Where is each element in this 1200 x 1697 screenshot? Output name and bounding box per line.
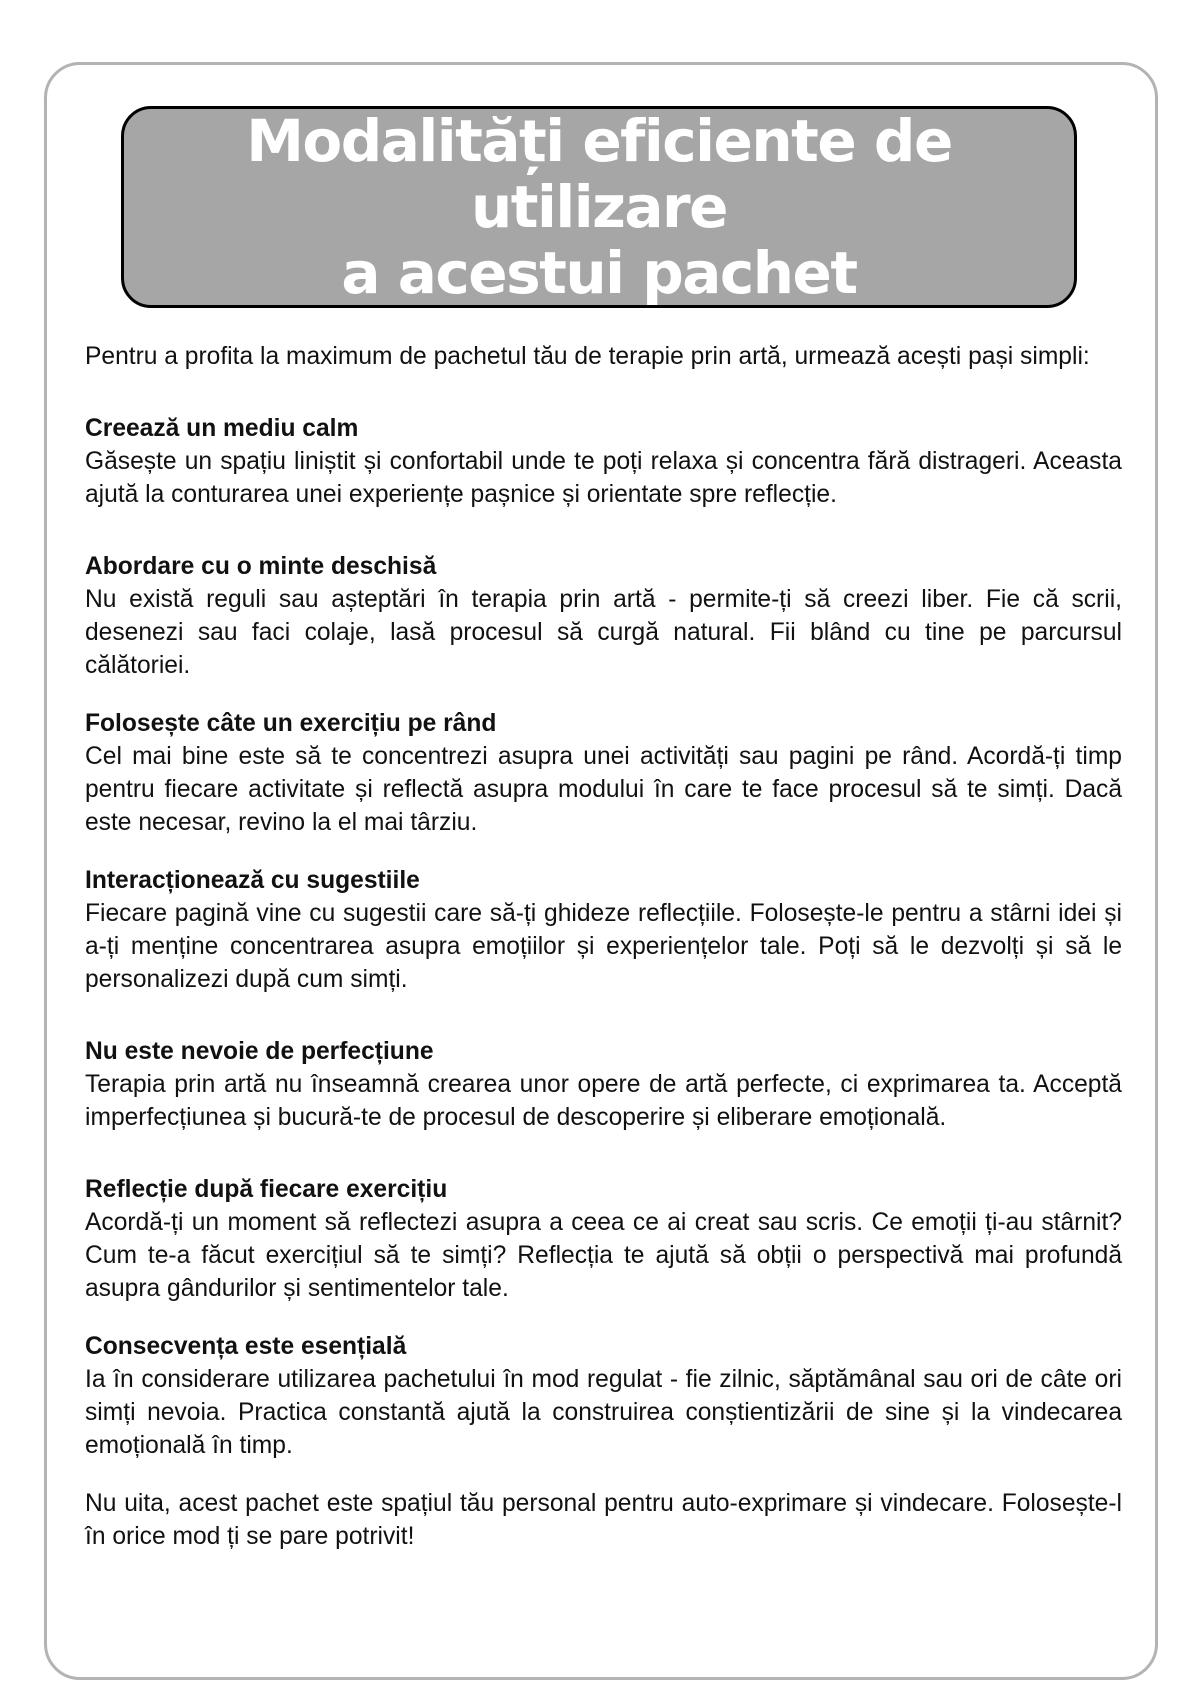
section-heading: Folosește câte un exercițiu pe rând [85, 710, 497, 737]
section-body: Nu există reguli sau așteptări în terapia prin artă - permite-ți să creezi liber. Fie că scrii, desenezi sau faci colaje, lasă procesul să curgă natural. Fii blând cu tine pe parcursul călătoriei. [85, 586, 1122, 679]
section-body: Terapia prin artă nu înseamnă crearea unor opere de artă perfecte, ci exprimarea ta. Acceptă imperfecțiunea și bucură-te de procesul de descoperire și eliberare emoțională. [85, 1071, 1122, 1131]
section-body: Ia în considerare utilizarea pachetului în mod regulat - fie zilnic, săptămânal sau ori de câte ori simți nevoia. Practica constantă ajută la construirea conștientizării de sine și la vindecarea emoțională în timp. [85, 1366, 1122, 1459]
section-body: Găsește un spațiu liniștit și confortabil unde te poți relaxa și concentra fără distrageri. Aceasta ajută la conturarea unei experiențe pașnice și orientate spre reflecție. [85, 448, 1122, 508]
section-body: Cel mai bine este să te concentrezi asupra unei activități sau pagini pe rând. Acordă-ți timp pentru fiecare activitate și reflectă asupra modului în care te face procesul să te simți. Dacă este necesar, revino la el mai târziu. [85, 743, 1122, 836]
section-heading: Interacționează cu sugestiile [85, 867, 420, 894]
section-heading: Nu este nevoie de perfecțiune [85, 1038, 434, 1065]
section-calm-environment [85, 412, 1122, 511]
page-title-line-1: Modalități eficiente de utilizare [246, 107, 952, 241]
section-reflection [85, 1173, 1122, 1305]
section-heading: Creează un mediu calm [85, 415, 359, 442]
section-prompts [85, 864, 1122, 996]
section-body: Acordă-ți un moment să reflectezi asupra a ceea ce ai creat sau scris. Ce emoții ți-au stârnit? Cum te-a făcut exercițiul să te simți? Reflecția te ajută să obții o perspectivă mai profundă asupra gândurilor și sentimentelor tale. [85, 1209, 1122, 1302]
section-consistency [85, 1330, 1122, 1462]
section-heading: Reflecție după fiecare exercițiu [85, 1176, 448, 1203]
content-body [85, 340, 1122, 1553]
title-banner [121, 106, 1077, 308]
section-one-exercise [85, 707, 1122, 839]
section-no-perfection [85, 1035, 1122, 1134]
page-title [124, 108, 1074, 306]
intro-paragraph: Pentru a profita la maximum de pachetul tău de terapie prin artă, urmează acești pași simpli: [85, 343, 1090, 370]
page-title-line-2: a acestui pachet [341, 239, 857, 307]
section-heading: Consecvența este esențială [85, 1333, 407, 1360]
closing-paragraph: Nu uita, acest pachet este spațiul tău personal pentru auto-exprimare și vindecare. Folosește-l în orice mod ți se pare potrivit! [85, 1490, 1122, 1550]
section-heading: Abordare cu o minte deschisă [85, 553, 437, 580]
section-open-mind [85, 550, 1122, 682]
section-body: Fiecare pagină vine cu sugestii care să-ți ghideze reflecțiile. Folosește-le pentru a stârni idei și a-ți menține concentrarea asupra emoțiilor și experiențelor tale. Poți să le dezvolți și să le personalizezi după cum simți. [85, 900, 1122, 993]
